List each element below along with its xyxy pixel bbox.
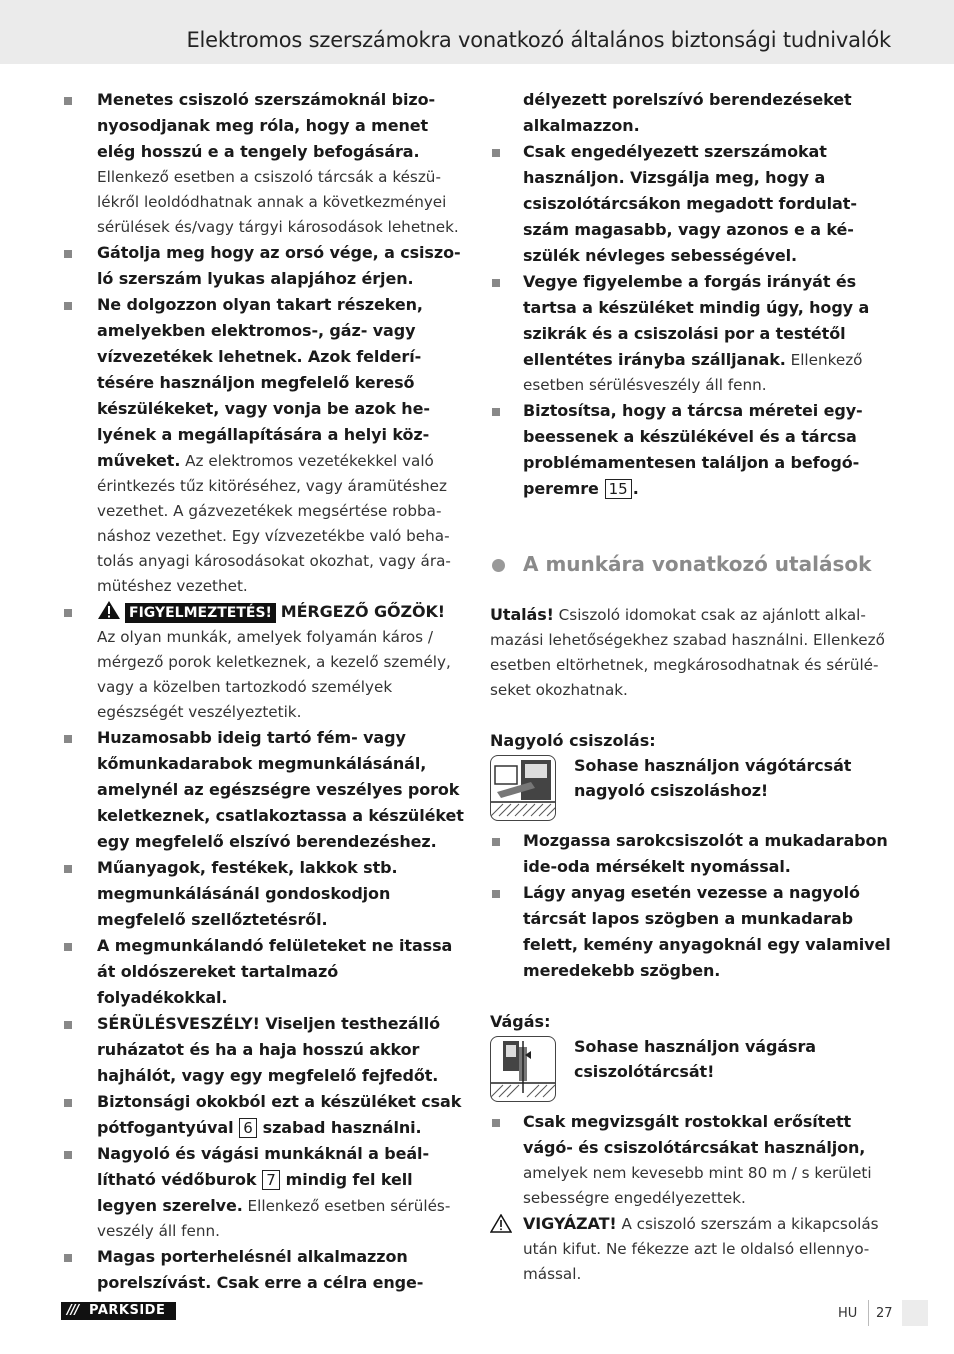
square-bullet-icon [492,838,500,846]
list-item [62,855,468,933]
list-item [62,725,468,855]
picture-row [490,753,894,828]
list-item [490,880,894,984]
item-bold-text: Biztonsági okokból ezt a készüléket csak pótfogantyúval [97,1092,462,1137]
item-bold-text: Magas porterhelésnél alkalmazzon porelszívást. Csak erre a célra enge- [97,1247,424,1292]
list-item [490,398,894,502]
list-item [62,87,468,240]
item-bold-text: Ne dolgozzon olyan takart részeken, amelyekben elektromos-, gáz- vagy vízvezetékek lehetnek. Azok felderítésére használjon megfelelő kereső készülékeket, vagy vonja be azok helyének a megállapítására a helyi közműveket. [97,295,430,470]
language-code: HU [838,1306,858,1321]
picture-caption: Sohase használjon vágótárcsát nagyoló csiszoláshoz! [574,756,852,800]
left-column [62,87,468,1296]
note-paragraph [490,602,894,703]
list-item [62,1089,468,1141]
item-bold-text: délyezett porelszívó berendezéseket alkalmazzon. [523,90,852,135]
square-bullet-icon [64,1099,72,1107]
cutting-icon [491,1037,555,1101]
part-number-ref: 6 [239,1118,257,1138]
square-bullet-icon [64,250,72,258]
list-item [490,1109,894,1211]
list-item [490,139,894,269]
picture-row [490,1034,894,1109]
note-label: Utalás! [490,605,554,624]
square-bullet-icon [64,865,72,873]
square-bullet-icon [492,408,500,416]
item-bold-text: Huzamosabb ideig tartó fém- vagy kőmunkadarabok megmunkálásánál, amelynél az egészségre veszélyes porok keletkeznek, csatlakoztassa a készüléket egy megfelelő elszívó berendezéshez. [97,728,464,851]
square-bullet-icon [64,1254,72,1262]
item-text: Ellenkező esetben a csiszoló tárcsák a készülékről leoldódhatnak annak a következményei sérülések és/vagy tárgyi károsodások lehetnek. [97,168,459,236]
item-text: Az elektromos vezetékekkel való érintkezés tűz kitöréséhez, vagy áramütéshez vezethet. A gázvezetékek megsértése robbanáshoz vezethet. Egy vízvezetékbe való behatolás anyagi károsodásokat okozhat, vagy áramütéshez vezethet. [97,452,451,595]
item-bold-text: Gátolja meg hogy az orsó vége, a csiszoló szerszám lyukas alapjához érjen. [97,243,461,288]
list-item [490,828,894,880]
list-item [62,1011,468,1089]
item-text: amelyek nem kevesebb mint 80 m / s kerületi sebességre engedélyezettek. [523,1164,872,1207]
cutting-pictogram [490,1036,556,1102]
item-bold-text: . [632,479,639,498]
square-bullet-icon [64,609,72,617]
item-bold-text: Biztosítsa, hogy a tárcsa méretei egybeessenek a készülékével és a tárcsa problémamentesen találjon a befogóperemre [523,401,863,498]
item-bold-text: SÉRÜLÉSVESZÉLY! Viseljen testhezálló ruházatot és ha a haja hosszú akkor hajhálót, vagy egy megfelelő fejfedőt. [97,1014,441,1085]
item-bold-text: Vegye figyelembe a forgás irányát és tartsa a készüléket mindig úgy, hogy a szikrák és a csiszolási por a testétől ellentétes irányba szálljanak. [523,272,870,369]
parkside-logo [61,1302,176,1320]
item-bold-text: Csak engedélyezett szerszámokat használjon. Vizsgálja meg, hogy a csiszolótárcsákon megadott fordulatszám magasabb, vagy azonos e a készülék névleges sebességével. [523,142,857,265]
square-bullet-icon [492,279,500,287]
item-bold-text: Menetes csiszoló szerszámoknál bizonyosodjanak meg róla, hogy a menet elég hosszú e a tengely befogására. [97,90,436,161]
square-bullet-icon [64,302,72,310]
square-bullet-icon [64,943,72,951]
subsection-title: Vágás: [490,1012,551,1031]
page-title: Elektromos szerszámokra vonatkozó általános biztonsági tudnivalók [186,28,891,52]
square-bullet-icon [492,149,500,157]
grinder-icon [491,756,555,820]
logo-slashes: /// [67,1303,79,1318]
grinding-pictogram [490,755,556,821]
list-item [62,240,468,292]
item-bold-text: A megmunkálandó felületeket ne itassa át oldószereket tartalmazó folyadékokkal. [97,936,453,1007]
item-bold-text: Műanyagok, festékek, lakkok stb. megmunkálásánál gondoskodjon megfelelő szellőztetésről. [97,858,398,929]
caution-label: VIGYÁZAT! [523,1214,617,1233]
footer-divider [868,1300,869,1326]
part-number-ref: 15 [605,479,632,499]
subsection-title: Nagyoló csiszolás: [490,731,656,750]
list-item [62,292,468,599]
list-item [62,1141,468,1244]
right-column [490,87,894,1287]
page-tab-marker [902,1300,928,1326]
section-title: A munkára vonatkozó utalások [523,552,872,576]
item-text: Ellenkező esetben sérülésveszély áll fenn. [523,351,863,394]
square-bullet-icon [64,97,72,105]
list-item [490,269,894,398]
square-bullet-icon [492,890,500,898]
part-number-ref: 7 [262,1170,280,1190]
square-bullet-icon [492,1119,500,1127]
logo-brand: PARKSIDE [89,1303,166,1318]
item-text: Ellenkező esetben sérülésveszély áll fenn. [97,1197,451,1240]
item-bold-text: szabad használni. [262,1118,422,1137]
item-bold-text: MÉRGEZŐ GŐZÖK! [280,602,445,621]
caution-note [490,1211,894,1287]
picture-caption: Sohase használjon vágásra csiszolótárcsát! [574,1037,816,1081]
circle-bullet-icon [492,559,505,572]
square-bullet-icon [64,735,72,743]
warning-triangle-icon [97,600,121,620]
page-header [0,0,954,64]
item-text: Az olyan munkák, amelyek folyamán káros / mérgező porok keletkeznek, a kezelő személy, vagy a közelben tartozkodó személyek egészségét veszélyeztetik. [97,628,451,721]
item-bold-text: Mozgassa sarokcsiszolót a mukadarabon ide-oda mérsékelt nyomással. [523,831,888,876]
list-item [62,1244,468,1296]
section-heading [490,552,894,577]
item-bold-text: mindig fel kell legyen szerelve. [97,1170,413,1215]
warning-label: FIGYELMEZTETÉS! [125,603,276,623]
warning-triangle-icon [490,1214,512,1233]
list-item [62,599,468,725]
list-item [62,933,468,1011]
list-item-continued [490,87,894,139]
item-bold-text: Lágy anyag esetén vezesse a nagyoló tárcsát lapos szögben a munkadarab felett, kemény anyagoknál egy valamivel meredekebb szögben. [523,883,891,980]
page-number: 27 [876,1306,893,1321]
square-bullet-icon [64,1151,72,1159]
square-bullet-icon [64,1021,72,1029]
item-bold-text: Nagyoló és vágási munkáknál a beállítható védőburok [97,1144,430,1189]
caution-text: A csiszoló szerszám a kikapcsolás után kifut. Ne fékezze azt le oldalsó ellennyomással. [523,1215,879,1283]
item-bold-text: Csak megvizsgált rostokkal erősített vágó- és csiszolótárcsákat használjon, [523,1112,866,1157]
note-text: Csiszoló idomokat csak az ajánlott alkalmazási lehetőségekhez szabad használni. Ellenkező esetben eltörhetnek, megkárosodhatnak és sérüléseket okozhatnak. [490,606,885,699]
